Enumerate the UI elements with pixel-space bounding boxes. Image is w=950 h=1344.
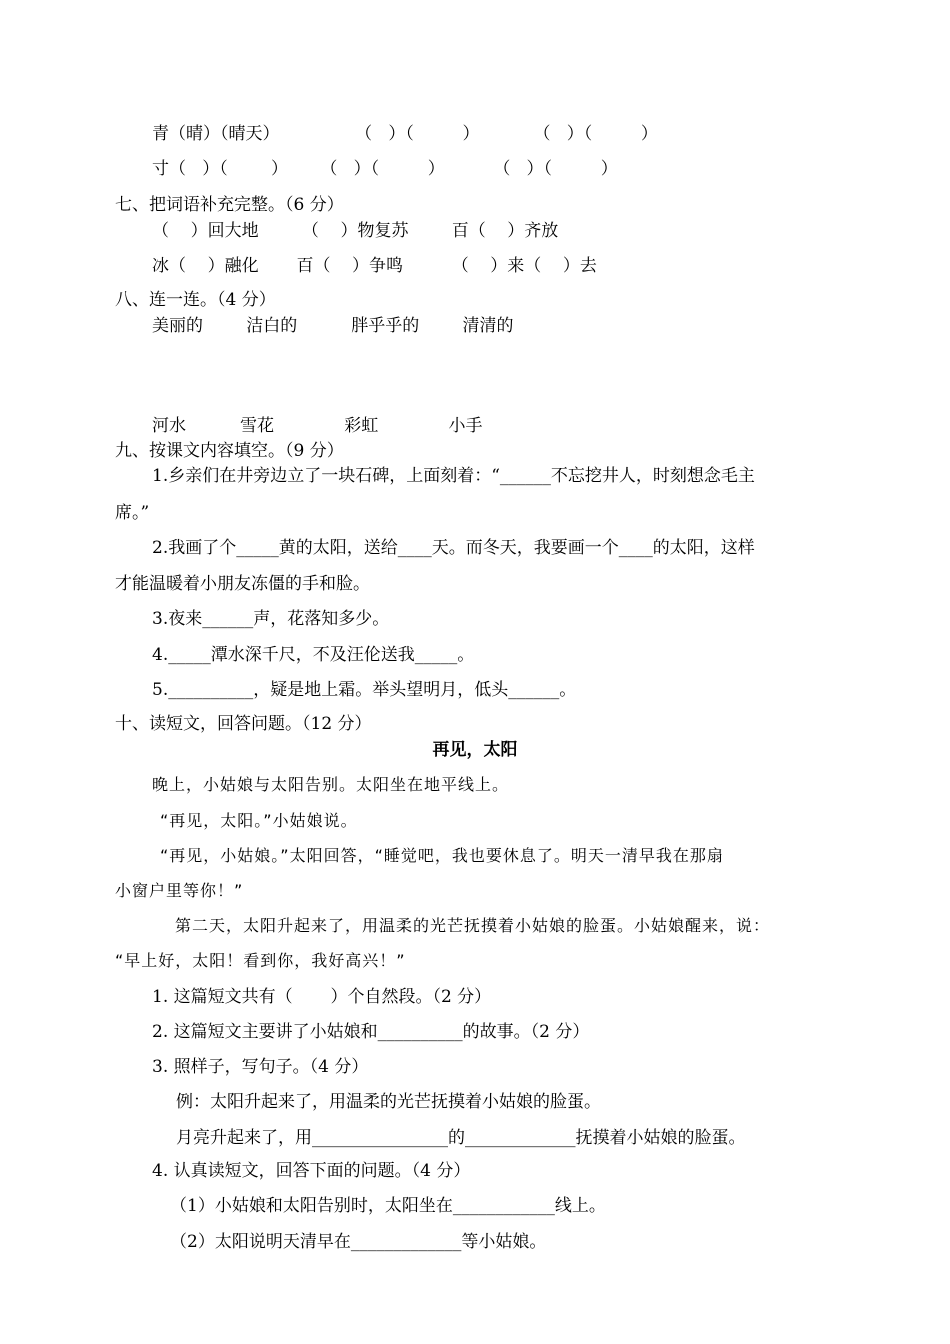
sec10-q1: 1. 这篇短文共有（ ）个自然段。（2 分） <box>152 987 492 1007</box>
sec7-row2: 冰（ ）融化 百（ ）争鸣 （ ）来（ ）去 <box>152 256 597 276</box>
sec9-q4: 4._____潭水深千尺，不及汪伦送我_____。 <box>152 645 475 665</box>
sec10-q3-fill: 月亮升起来了，用________________的_____________抚摸着小姑娘的脸蛋。 <box>176 1128 746 1148</box>
sec8-top-words: 美丽的 洁白的 胖乎乎的 清清的 <box>152 316 514 336</box>
passage-p3-line1: “再见，小姑娘。”太阳回答，“睡觉吧，我也要休息了。明天一清早我在那扇 <box>160 846 724 865</box>
sec10-q4: 4. 认真读短文，回答下面的问题。（4 分） <box>152 1161 471 1181</box>
sec8-heading: 八、连一连。（4 分） <box>115 290 276 310</box>
sec10-q3-example: 例：太阳升起来了，用温柔的光芒抚摸着小姑娘的脸蛋。 <box>176 1092 601 1112</box>
sec9-heading: 九、按课文内容填空。（9 分） <box>115 441 344 461</box>
sec7-heading: 七、把词语补充完整。（6 分） <box>115 195 344 215</box>
sec10-q3: 3. 照样子，写句子。（4 分） <box>152 1057 369 1077</box>
passage-p3-line2: 小窗户里等你！” <box>115 881 244 900</box>
sec10-q4-1: （1）小姑娘和太阳告别时，太阳坐在____________线上。 <box>170 1196 606 1216</box>
sec9-q2-line1: 2.我画了个_____黄的太阳，送给____天。而冬天，我要画一个____的太阳，这样 <box>152 538 755 558</box>
sec9-q1-line1: 1.乡亲们在井旁边立了一块石碑，上面刻着：“______不忘挖井人，时刻想念毛主 <box>152 466 755 486</box>
sec8-bottom-words: 河水 雪花 彩虹 小手 <box>152 416 483 436</box>
sec6-row2: 寸（ ）（ ） （ ）（ ） （ ）（ ） <box>152 159 618 179</box>
passage-p1: 晚上，小姑娘与太阳告别。太阳坐在地平线上。 <box>152 775 510 794</box>
sec10-q2: 2. 这篇短文主要讲了小姑娘和__________的故事。（2 分） <box>152 1022 590 1042</box>
sec10-heading: 十、读短文，回答问题。（12 分） <box>115 714 372 734</box>
passage-p4-line2: “早上好，太阳！看到你，我好高兴！” <box>115 951 406 970</box>
sec10-q4-2: （2）太阳说明天清早在_____________等小姑娘。 <box>170 1232 547 1252</box>
passage-title: 再见，太阳 <box>432 740 518 760</box>
passage-p4-line1: 第二天，太阳升起来了，用温柔的光芒抚摸着小姑娘的脸蛋。小姑娘醒来，说： <box>175 916 771 935</box>
sec9-q3: 3.夜来______声，花落知多少。 <box>152 609 390 629</box>
sec9-q2-line2: 才能温暖着小朋友冻僵的手和脸。 <box>115 574 370 594</box>
sec9-q1-line2: 席。” <box>115 503 150 523</box>
sec7-row1: （ ）回大地 （ ）物复苏 百（ ）齐放 <box>152 221 559 241</box>
sec6-row1: 青（晴）（晴天） （ ）（ ） （ ）（ ） <box>152 124 658 144</box>
passage-p2: “再见，太阳。”小姑娘说。 <box>160 811 358 830</box>
sec9-q5: 5.__________，疑是地上霜。举头望明月，低头______。 <box>152 680 577 700</box>
